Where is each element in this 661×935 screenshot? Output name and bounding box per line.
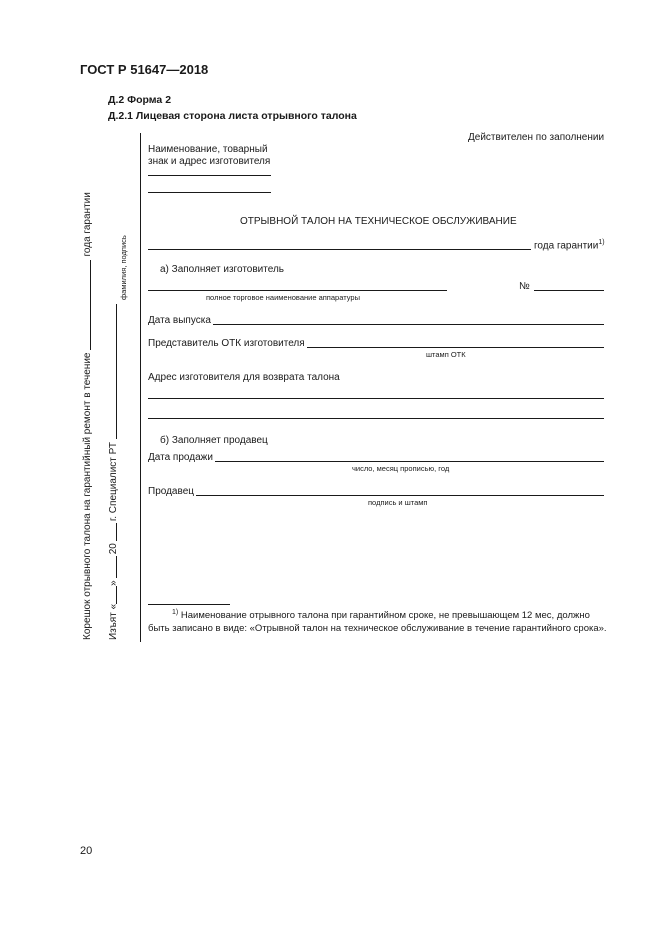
part-a-heading: а) Заполняет изготовитель (160, 264, 284, 275)
footnote-separator (148, 604, 230, 605)
product-name-line (148, 290, 447, 291)
stub-line-2: Изъят «»20г. Специалист РТ (108, 304, 119, 640)
otk-rep-line (307, 347, 604, 348)
stub-line-1: Корешок отрывного талона на гарантийный ремонт в течениегода гарантии (82, 192, 93, 640)
return-address-line-2 (148, 418, 604, 419)
tear-line (140, 133, 141, 642)
release-date-label: Дата выпуска (148, 315, 211, 326)
otk-stamp-caption: штамп ОТК (426, 350, 466, 359)
warranty-term-line (148, 249, 531, 250)
section-title: Д.2 Форма 2 (108, 94, 172, 106)
manufacturer-line-1 (148, 175, 271, 176)
manufacturer-label-1: Наименование, товарный (148, 144, 268, 155)
part-b-heading: б) Заполняет продавец (160, 435, 268, 446)
footnote: $^{1)}$ Наименование отрывного талона при гарантийном сроке, не превышающем 12 мес, должно быть записано в виде: «Отрывной талон на техническое обслуживание в течение гарантийного срока». (148, 609, 607, 634)
sale-date-caption: число, месяц прописью, год (352, 464, 450, 473)
return-address-line-1 (148, 398, 604, 399)
seller-line (196, 495, 604, 496)
serial-number-line (534, 290, 604, 291)
sale-date-label: Дата продажи (148, 452, 213, 463)
product-caption: полное торговое наименование аппаратуры (206, 293, 360, 302)
subsection-title: Д.2.1 Лицевая сторона листа отрывного талона (108, 110, 357, 122)
form-title: ОТРЫВНОЙ ТАЛОН НА ТЕХНИЧЕСКОЕ ОБСЛУЖИВАНИЕ (240, 216, 517, 227)
document-header: ГОСТ Р 51647—2018 (80, 62, 209, 77)
return-address-label: Адрес изготовителя для возврата талона (148, 372, 340, 383)
validity-note: Действителен по заполнении (468, 132, 605, 143)
manufacturer-label-2: знак и адрес изготовителя (148, 156, 271, 167)
number-sign: № (519, 281, 530, 292)
release-date-line (213, 324, 604, 325)
warranty-label: года гарантии$^{1)}$ (534, 239, 605, 252)
otk-rep-label: Представитель ОТК изготовителя (148, 338, 305, 349)
stub-caption: фамилия, подпись (119, 235, 128, 300)
manufacturer-line-2 (148, 192, 271, 193)
page-number: 20 (80, 845, 93, 857)
seller-caption: подпись и штамп (368, 498, 428, 507)
sale-date-line (215, 461, 604, 462)
seller-label: Продавец (148, 486, 194, 497)
